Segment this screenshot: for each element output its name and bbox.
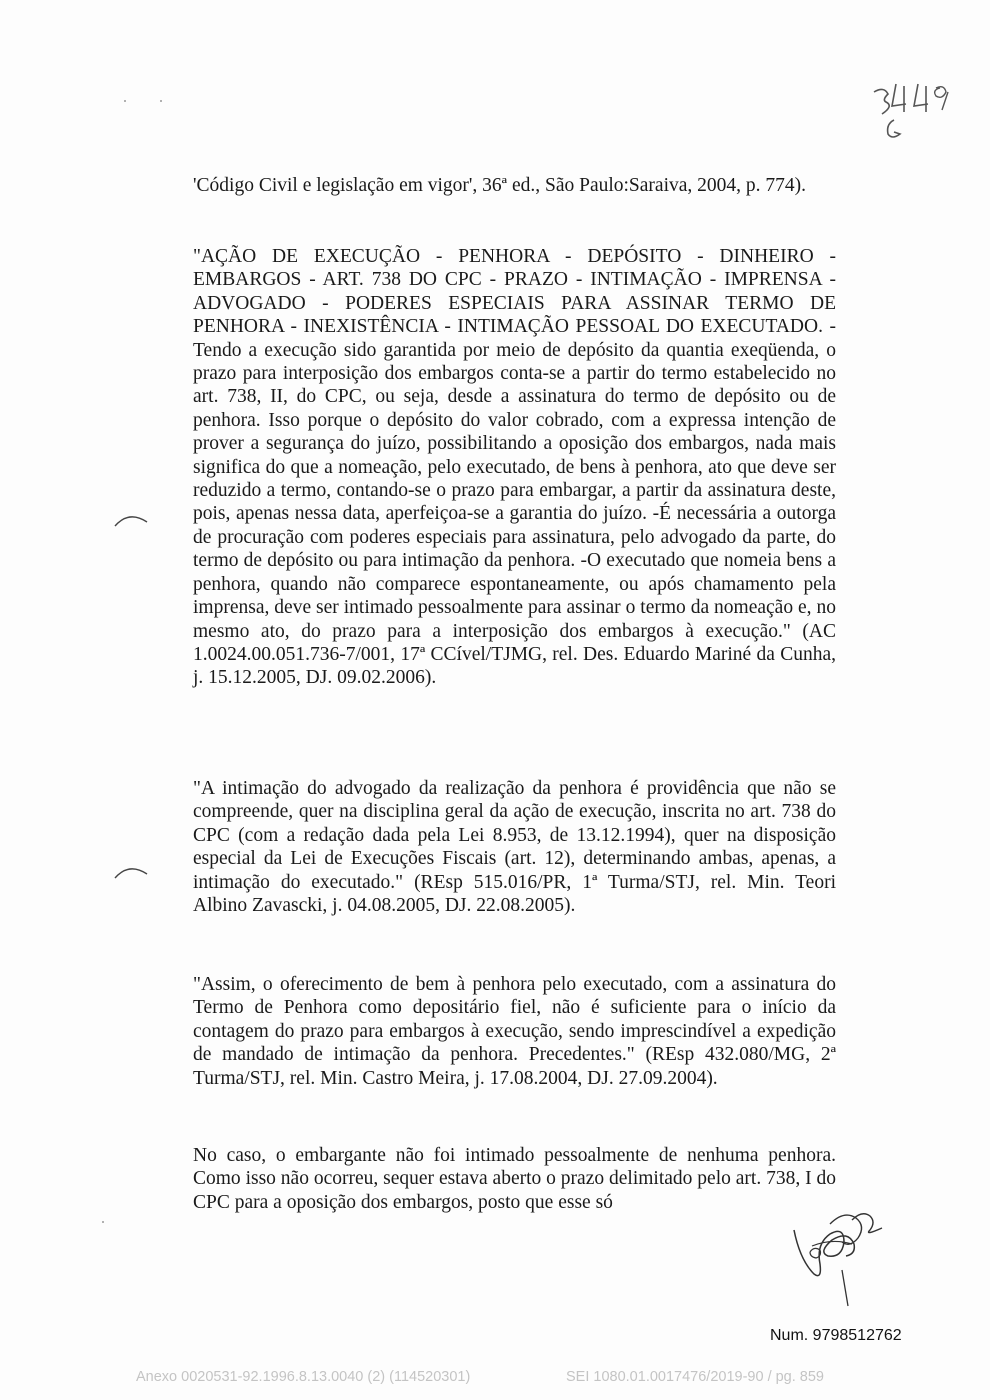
- footer-sei-reference: SEI 1080.01.0017476/2019-90 / pg. 859: [566, 1369, 824, 1385]
- punch-hole-mark: [113, 510, 149, 530]
- footer-annex-reference: Anexo 0020531-92.1996.8.13.0040 (2) (114520301): [136, 1369, 471, 1385]
- quoted-ruling-resp-515016: "A intimação do advogado da realização da penhora é providência que não se compreende, quer na disciplina geral da ação de execução, inscrita no art. 738 do CPC (com a redação dada pela Lei 8.953, de 13.12.1994), quer na disposição especial da Lei de Execuções Fiscais (art. 12), determinando ambas, apenas, a intimação do executado." (REsp 515.016/PR, 1ª Turma/STJ, rel. Min. Teori Albino Zavascki, j. 04.08.2005, DJ. 22.08.2005).: [193, 778, 836, 917]
- scan-speck: [160, 100, 162, 102]
- scan-speck: [124, 100, 126, 102]
- quoted-ruling-resp-432080: "Assim, o oferecimento de bem à penhora pelo executado, com a assinatura do Termo de Penhora como depositário fiel, não é suficiente para o início da contagem do prazo para embargos à execução, sendo imprescindível a expedição de mandado de intimação da penhora. Precedentes." (REsp 432.080/MG, 2ª Turma/STJ, rel. Min. Castro Meira, j. 17.08.2004, DJ. 27.09.2004).: [193, 974, 836, 1089]
- handwritten-signature: [782, 1180, 892, 1310]
- case-analysis-paragraph: No caso, o embargante não foi intimado pessoalmente de nenhuma penhora. Como isso não ocorreu, sequer estava aberto o prazo delimitado pelo art. 738, I do CPC para a oposição dos embargos, posto que esse só: [193, 1145, 836, 1213]
- quoted-ruling-tjmg: "AÇÃO DE EXECUÇÃO - PENHORA - DEPÓSITO - DINHEIRO - EMBARGOS - ART. 738 DO CPC - PRAZO - INTIMAÇÃO - IMPRENSA - ADVOGADO - PODERES ESPECIAIS PARA ASSINAR TERMO DE PENHORA - INEXISTÊNCIA - INTIMAÇÃO PESSOAL DO EXECUTADO. -Tendo a execução sido garantida por meio de depósito da quantia exeqüenda, o prazo para interposição dos embargos conta-se a partir do termo estabelecido no art. 738, II, do CPC, ou seja, desde a assinatura do termo de depósito ou de penhora. Isso porque o depósito do valor cobrado, com a expressa intenção de prover a segurança do juízo, possibilitando a oposição dos embargos, nada mais significa do que a nomeação, pelo executado, de bens à penhora, ato que deve ser reduzido a termo, contando-se o prazo para embargar, a partir da assinatura deste, pois, apenas nessa data, aperfeiçoa-se a garantia do juízo. -É necessária a outorga de procuração com poderes especiais para assinatura, pelo advogado da parte, do termo de depósito ou para intimação da penhora. -O executado que nomeia bens a penhora, quando não comparece espontaneamente, ou após chamamento pela imprensa, deve ser intimado pessoalmente para assinar o termo da nomeação e, no mesmo ato, do prazo para a interposição dos embargos à execução." (AC 1.0024.00.051.736-7/001, 17ª CCível/TJMG, rel. Des. Eduardo Mariné da Cunha, j. 15.12.2005, DJ. 09.02.2006).: [193, 246, 836, 689]
- document-number-stamp: Num. 9798512762: [770, 1327, 902, 1344]
- scan-speck: [102, 1221, 104, 1223]
- handwritten-page-number: [866, 78, 966, 148]
- punch-hole-mark: [113, 862, 149, 882]
- citation-paragraph: 'Código Civil e legislação em vigor', 36ª ed., São Paulo:Saraiva, 2004, p. 774).: [193, 175, 807, 196]
